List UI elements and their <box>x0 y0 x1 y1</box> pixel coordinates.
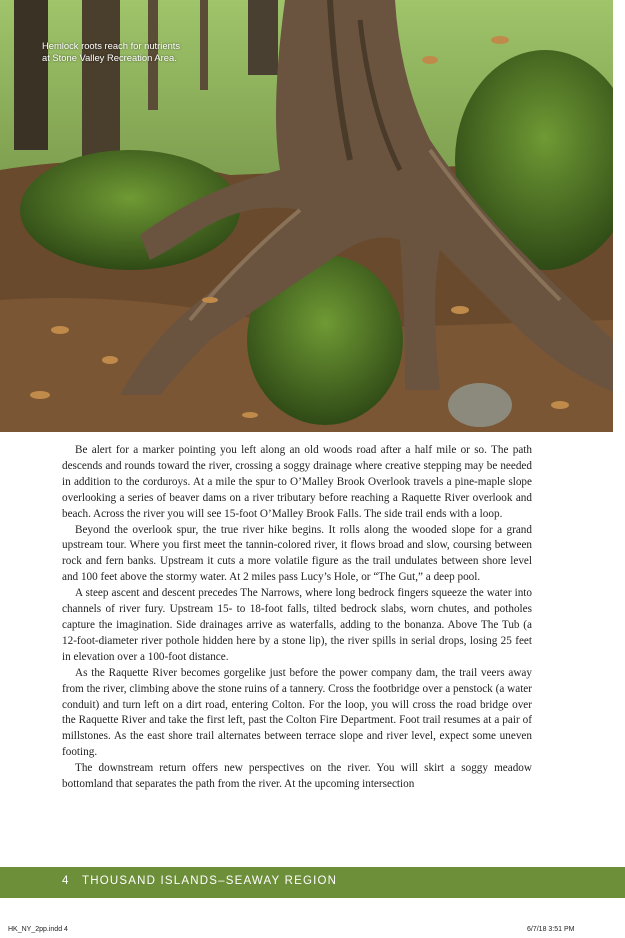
paragraph: Be alert for a marker pointing you left along an old woods road after a half mile or so. The path descends and rounds toward the river, crossing a soggy drainage where creative stepping may be needed in addition to the corduroys. At a mile the spur to O’Malley Brook Overlook travels a pine-maple slope overlooking a series of beaver dams on a river tributary before reaching a Raquette River overlook and beach. Across the river you will see 15-foot O’Malley Brook Falls. The side trail ends with a loop. <box>62 444 532 520</box>
forest-illustration <box>0 0 613 432</box>
page-number: 4 <box>62 875 69 887</box>
article-body <box>62 443 532 793</box>
page-footer <box>0 867 625 898</box>
paragraph: As the Raquette River becomes gorgelike just before the power company dam, the trail veers away from the river, climbing above the stone ruins of a tannery. Cross the footbridge over a penstock (a water conduit) and turn left on a dirt road, entering Colton. For the loop, you will cross the road bridge over the Raquette River and take the first left, past the Colton Fire Department. Foot trail resumes at a pair of millstones. As the east shore trail alternates between terrace slope and river level, expect some uneven footing. <box>62 666 532 759</box>
print-slug-file: HK_NY_2pp.indd 4 <box>8 926 68 933</box>
hemlock-roots-photo <box>0 0 613 432</box>
print-slug-datetime: 6/7/18 3:51 PM <box>527 926 575 933</box>
paragraph: The downstream return offers new perspectives on the river. You will skirt a soggy meadow bottomland that separates the path from the river. At the upcoming intersection <box>62 762 532 791</box>
paragraph: Beyond the overlook spur, the true river hike begins. It rolls along the wooded slope for a grand upstream tour. Where you first meet the tannin-colored river, it flows broad and slow, coursing between rock and fern banks. Upstream it cuts a more volatile figure as the trail undulates between shore level and 100 feet above the stormy water. At 2 miles pass Lucy’s Hole, or “The Gut,” a deep pool. <box>62 523 532 584</box>
paragraph: A steep ascent and descent precedes The Narrows, where long bedrock fingers squeeze the water into channels of river fury. Upstream 15- to 18-foot falls, tilted bedrock slabs, worn chutes, and potholes capture the imagination. Side drainages arrive as waterfalls, adding to the bonanza. Above The Tub (a 12-foot-diameter river pothole hidden here by a stone lip), the river spills in serial drops, losing 25 feet in elevation over a 100-foot distance. <box>62 587 532 663</box>
photo-caption: Hemlock roots reach for nutrients at Stone Valley Recreation Area. <box>42 40 181 63</box>
running-section-title: THOUSAND ISLANDS–SEAWAY REGION <box>82 875 338 887</box>
